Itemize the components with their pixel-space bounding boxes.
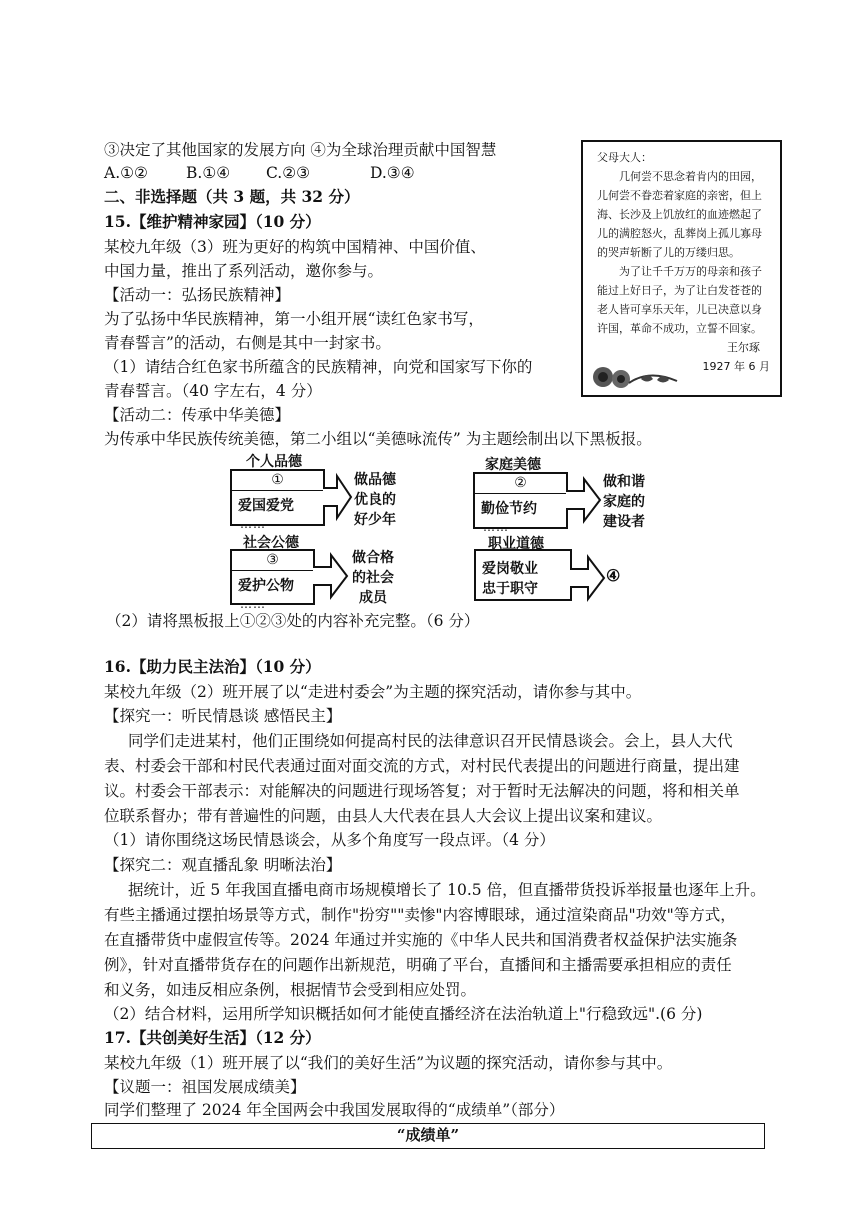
choice-d: D.③④ bbox=[370, 164, 415, 182]
career-item: 忠于职守 bbox=[482, 581, 538, 597]
result-line: 做合格 bbox=[352, 550, 394, 566]
result-line: 建设者 bbox=[603, 514, 645, 530]
personal-result bbox=[354, 470, 396, 530]
choice-b: B.①④ bbox=[186, 164, 231, 182]
family-box bbox=[473, 472, 568, 534]
career-items bbox=[482, 559, 538, 599]
q15-intro-1: 某校九年级（3）班为更好的构筑中国精神、中国价值、 bbox=[104, 238, 486, 256]
social-box bbox=[230, 549, 315, 611]
family-letter bbox=[581, 140, 782, 397]
q16-p2-5: 和义务，如违反相应条例，根据情节会受到相应处罚。 bbox=[104, 981, 477, 999]
personal-caption: 个人品德 bbox=[246, 454, 302, 470]
result-line: 的社会 bbox=[352, 570, 394, 586]
q14-choices bbox=[104, 163, 415, 183]
career-caption: 职业道德 bbox=[488, 536, 544, 552]
letter-date: 1927 年 6 月 bbox=[702, 360, 770, 373]
flower-decoration-icon bbox=[589, 361, 679, 391]
q15-act1-text-1: 为了弘扬中华民族精神，第一小组开展“读红色家书写， bbox=[104, 310, 484, 328]
personal-box bbox=[230, 469, 325, 531]
q15-sub2: （2）请将黑板报上①②③处的内容补充完整。（6 分） bbox=[106, 612, 480, 630]
q15-sub1-2: 青春誓言。（40 字左右，4 分） bbox=[104, 382, 322, 400]
result-line: 家庭的 bbox=[603, 494, 645, 510]
letter-para-2: 为了让千千万万的母亲和孩子能过上好日子，为了让白发苍苍的老人皆可享乐天年，儿已决意以身许国，革命不成功，立誓不回家。 bbox=[597, 265, 762, 335]
q15-act2-text: 为传承中华民族传统美德，第二小组以“美德咏流传” 为主题绘制出以下黑板报。 bbox=[104, 430, 652, 448]
q17-text: 同学们整理了 2024 年全国两会中我国发展取得的“成绩单”（部分） bbox=[104, 1101, 565, 1119]
letter-signature: 王尔琢 bbox=[727, 341, 760, 354]
result-line: 好少年 bbox=[354, 512, 396, 528]
q15-activity2: 【活动二：传承中华美德】 bbox=[104, 406, 291, 424]
social-dots: …… bbox=[240, 597, 266, 611]
personal-item: 爱国爱党 bbox=[238, 498, 294, 514]
q17-topic1: 【议题一：祖国发展成绩美】 bbox=[104, 1078, 306, 1096]
arrow-icon bbox=[566, 475, 602, 525]
personal-dots: …… bbox=[240, 517, 266, 531]
result-line: 成员 bbox=[359, 590, 387, 606]
q16-p2-2: 有些主播通过摆拍场景等方式，制作"扮穷""卖惨"内容博眼球，通过渲染商品"功效"等方式， bbox=[104, 906, 736, 924]
q16-p2-3: 在直播带货中虚假宣传等。2024 年通过并实施的《中华人民共和国消费者权益保护法实施条 bbox=[104, 931, 738, 949]
letter-para-1: 几何尝不思念着肯内的田园，儿何尝不眷恋着家庭的亲密，但上海、长沙及上饥放红的血迹燃起了儿的满腔怒火，乱葬岗上孤儿寡母的哭声斩断了儿的万缕归思。 bbox=[597, 170, 762, 259]
q15-activity1: 【活动一：弘扬民族精神】 bbox=[104, 286, 291, 304]
family-caption: 家庭美德 bbox=[485, 457, 541, 473]
q16-sub2: （2）结合材料，运用所学知识概括如何才能使直播经济在法治轨道上"行稳致远".(6 分) bbox=[104, 1005, 703, 1023]
q16-p1-2: 表、村委会干部和村民代表通过面对面交流的方式，对村民代表提出的问题进行商量，提出建 bbox=[104, 757, 740, 775]
family-item: 勤俭节约 bbox=[481, 501, 537, 517]
arrow-icon bbox=[313, 551, 349, 601]
q16-p1-4: 位联系督办；带有普遍性的问题，由县人大代表在县人大会议上提出议案和建议。 bbox=[104, 807, 663, 825]
q16-p1-1: 同学们走进某村，他们正围绕如何提高村民的法律意识召开民情恳谈会。会上，县人大代 bbox=[128, 732, 733, 750]
family-dots: …… bbox=[483, 520, 509, 534]
result-line: 做和谐 bbox=[603, 474, 645, 490]
q16-p2-1: 据统计，近 5 年我国直播电商市场规模增长了 10.5 倍，但直播带货投诉举报量也逐年上升。 bbox=[128, 881, 766, 899]
q16-p2-4: 例》，针对直播带货存在的问题作出新规范，明确了平台，直播间和主播需要承担相应的责任 bbox=[104, 956, 732, 974]
family-result bbox=[603, 472, 645, 532]
personal-blank: ① bbox=[232, 471, 323, 491]
results-table-title: “成绩单” bbox=[91, 1123, 765, 1149]
q15-act1-text-2: 青春誓言”的活动，右侧是其中一封家书。 bbox=[104, 334, 391, 352]
q16-sub1: （1）请你围绕这场民情恳谈会，从多个角度写一段点评。（4 分） bbox=[104, 831, 555, 849]
q15-sub1-1: （1）请结合红色家书所蕴含的民族精神，向党和国家写下你的 bbox=[104, 358, 533, 376]
result-line: 优良的 bbox=[354, 492, 396, 508]
letter-greeting: 父母大人： bbox=[597, 151, 652, 164]
career-item: 爱岗敬业 bbox=[482, 561, 538, 577]
family-blank: ② bbox=[475, 474, 566, 494]
q16-p1-3: 议。村委会干部表示：对能解决的问题进行现场答复；对于暂时无法解决的问题，将和相关单 bbox=[104, 782, 740, 800]
arrow-icon bbox=[570, 553, 606, 603]
choice-c: C.②③ bbox=[266, 164, 311, 182]
social-caption: 社会公德 bbox=[243, 535, 299, 551]
q16-title: 16.【助力民主法治】（10 分） bbox=[104, 657, 321, 676]
social-blank: ③ bbox=[232, 551, 313, 571]
q17-title: 17.【共创美好生活】（12 分） bbox=[104, 1028, 321, 1047]
q14-option-line: ③决定了其他国家的发展方向 ④为全球治理贡献中国智慧 bbox=[104, 141, 497, 159]
q15-title: 15.【维护精神家园】（10 分） bbox=[104, 212, 321, 231]
result-line: 做品德 bbox=[354, 472, 396, 488]
career-box bbox=[474, 549, 572, 601]
career-result: ④ bbox=[606, 566, 621, 585]
section2-title: 二、非选择题（共 3 题，共 32 分） bbox=[104, 187, 360, 206]
arrow-icon bbox=[323, 472, 353, 522]
social-result bbox=[352, 548, 394, 608]
choice-a: A.①② bbox=[104, 164, 148, 182]
q16-intro: 某校九年级（2）班开展了以“走进村委会”为主题的探究活动，请你参与其中。 bbox=[104, 683, 642, 701]
q15-intro-2: 中国力量，推出了系列活动，邀你参与。 bbox=[104, 262, 384, 280]
q16-explore2: 【探究二：观直播乱象 明晰法治】 bbox=[104, 856, 342, 874]
q17-intro: 某校九年级（1）班开展了以“我们的美好生活”为议题的探究活动，请你参与其中。 bbox=[104, 1054, 673, 1072]
social-item: 爱护公物 bbox=[238, 578, 294, 594]
q16-explore1: 【探究一：听民情恳谈 感悟民主】 bbox=[104, 707, 342, 725]
